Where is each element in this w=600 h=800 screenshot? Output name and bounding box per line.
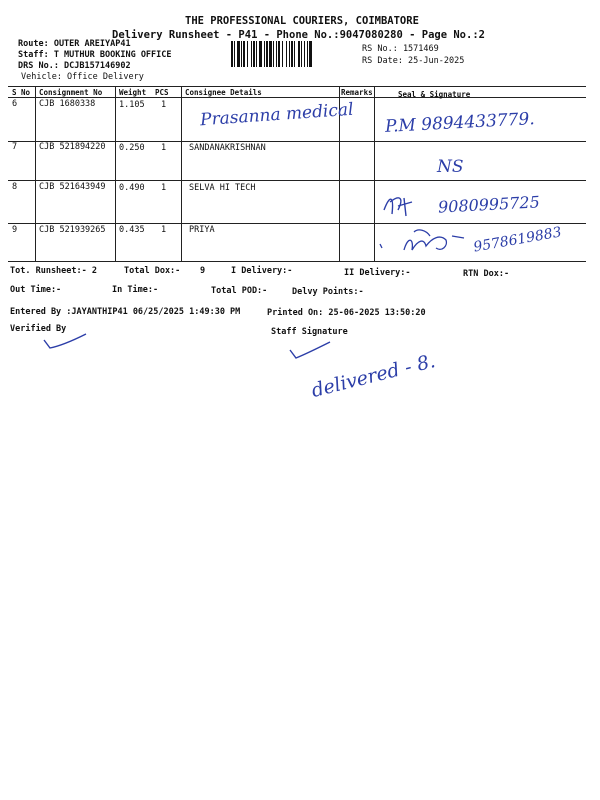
- total-pod: Total POD:-: [211, 286, 268, 296]
- row-sno: 9: [12, 225, 18, 235]
- verified-signature: [40, 330, 90, 352]
- rs-date: RS Date: 25-Jun-2025: [362, 56, 465, 66]
- printed-on: Printed On: 25-06-2025 13:50:20: [267, 308, 426, 318]
- runsheet-title: Delivery Runsheet - P41 - Phone No.:9047080280 - Page No.:2: [112, 29, 485, 41]
- row-weight: 1.105: [119, 100, 145, 110]
- col-seal: Seal & Signature: [398, 90, 471, 99]
- signature-mark: [374, 226, 469, 260]
- in-time: In Time:-: [112, 285, 159, 295]
- row-weight: 0.250: [119, 143, 145, 153]
- handwritten-phone: 9080995725: [437, 192, 541, 217]
- total-dox-label: Total Dox:-: [124, 266, 181, 276]
- delvy-points: Delvy Points:-: [292, 287, 364, 297]
- col-pcs: PCS: [155, 88, 169, 97]
- row-consignment: CJB 521894220: [39, 142, 106, 152]
- row-consignment: CJB 521643949: [39, 182, 106, 192]
- row-consignee: SANDANAKRISHNAN: [189, 143, 266, 153]
- handwritten-phone: 9578619883: [472, 224, 563, 256]
- signature-mark: [378, 188, 418, 222]
- row-consignee: PRIYA: [189, 225, 215, 235]
- col-remarks: Remarks: [341, 88, 373, 97]
- staff-signature-label: Staff Signature: [271, 327, 348, 337]
- row-consignment: CJB 1680338: [39, 99, 96, 109]
- row-consignee: SELVA HI TECH: [189, 183, 256, 193]
- ii-delivery: II Delivery:-: [344, 268, 411, 278]
- tot-runsheet: Tot. Runsheet:- 2: [10, 266, 97, 276]
- handwritten-delivered-note: delivered - 8.: [309, 350, 438, 402]
- row-sno: 6: [12, 99, 18, 109]
- row-pcs: 1: [161, 225, 167, 235]
- row-pcs: 1: [161, 143, 167, 153]
- verified-by: Verified By: [10, 324, 67, 334]
- vehicle: Vehicle: Office Delivery: [21, 72, 144, 82]
- total-dox-value: 9: [200, 266, 206, 276]
- rs-number: RS No.: 1571469: [362, 44, 439, 54]
- row-pcs: 1: [161, 100, 167, 110]
- row-pcs: 1: [161, 183, 167, 193]
- i-delivery: I Delivery:-: [231, 266, 293, 276]
- row-consignment: CJB 521939265: [39, 225, 106, 235]
- handwritten-initials: NS: [437, 157, 464, 177]
- barcode: [231, 41, 354, 67]
- rtn-dox: RTN Dox:-: [463, 269, 510, 279]
- handwritten-consignee: Prasanna medical: [199, 99, 355, 131]
- col-sno: S No: [12, 88, 31, 97]
- route: Route: OUTER AREIYAP41: [18, 39, 131, 49]
- handwritten-signature-phone: P.M 9894433779.: [384, 109, 536, 137]
- drs-number: DRS No.: DCJB157146902: [18, 61, 131, 71]
- col-consignment: Consignment No: [39, 88, 103, 97]
- out-time: Out Time:-: [10, 285, 62, 295]
- staff-signature-mark: [286, 340, 336, 362]
- col-consignee: Consignee Details: [185, 88, 262, 97]
- row-weight: 0.490: [119, 183, 145, 193]
- row-sno: 7: [12, 142, 18, 152]
- row-weight: 0.435: [119, 225, 145, 235]
- staff: Staff: T MUTHUR BOOKING OFFICE: [18, 50, 172, 60]
- company-name: THE PROFESSIONAL COURIERS, COIMBATORE: [185, 15, 419, 27]
- col-weight: Weight: [119, 88, 147, 97]
- row-sno: 8: [12, 182, 18, 192]
- entered-by: Entered By :JAYANTHIP41 06/25/2025 1:49:30 PM: [10, 307, 241, 317]
